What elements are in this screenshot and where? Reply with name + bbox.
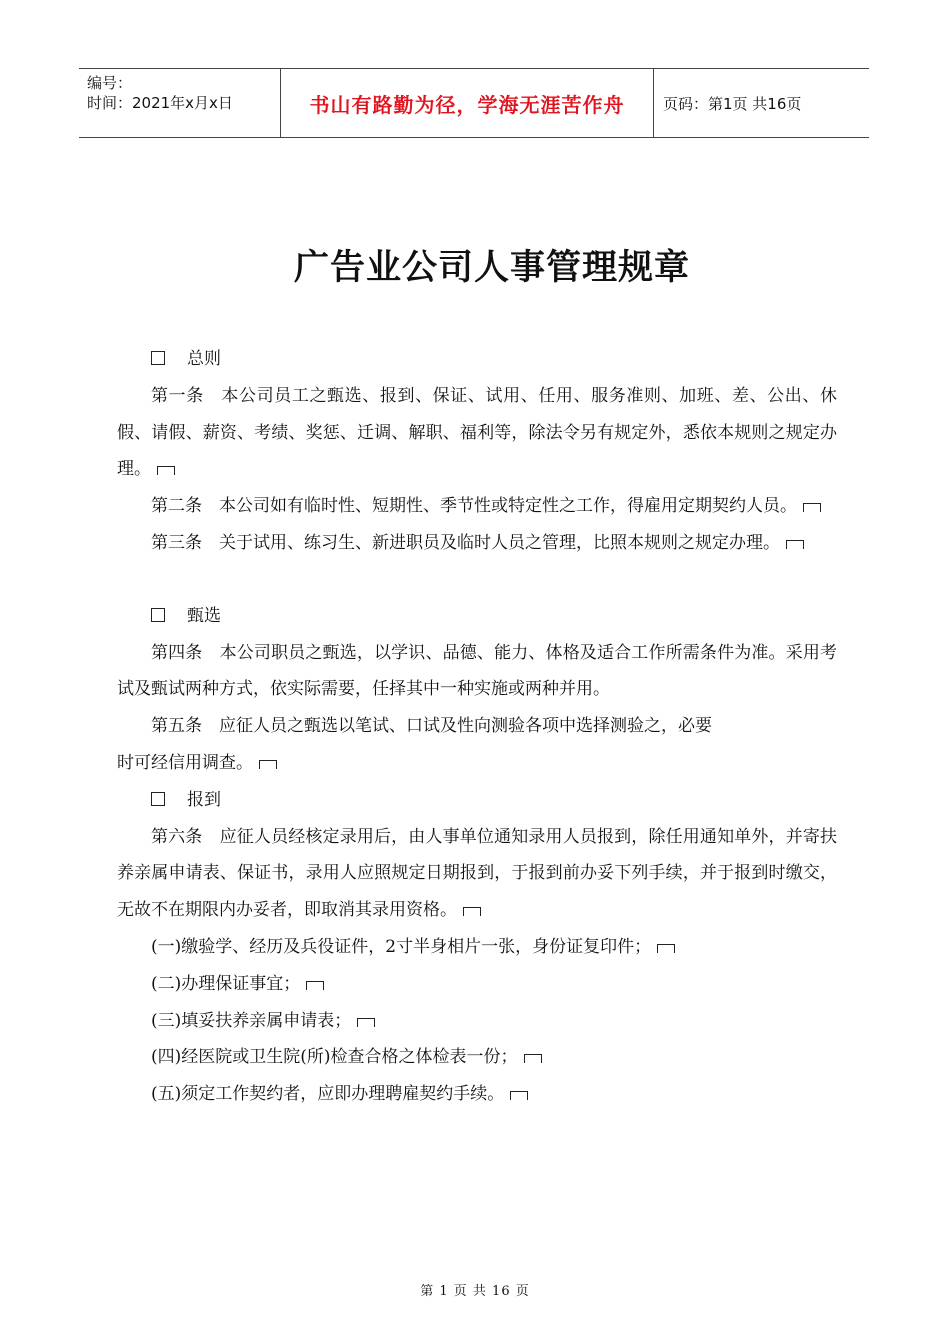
section-heading-selection: 甄选 bbox=[117, 598, 837, 635]
header-motto: 书山有路勤为径，学海无涯苦作舟 bbox=[309, 92, 625, 117]
date-label: 时间：2021年x月x日 bbox=[87, 94, 233, 112]
paragraph-mark-icon bbox=[306, 981, 324, 990]
list-item: (三)填妥扶养亲属申请表； bbox=[117, 1003, 837, 1040]
checkbox-icon bbox=[151, 351, 165, 365]
article-4: 第四条 本公司职员之甄选，以学识、品德、能力、体格及适合工作所需条件为准。采用考试及甄试两种方式，依实际需要，任择其中一种实施或两种并用。 bbox=[117, 642, 837, 700]
header-page-info: 页码：第1页 共16页 bbox=[663, 94, 802, 113]
article-1: 第一条 本公司员工之甄选、报到、保证、试用、任用、服务准则、加班、差、公出、休假、请假、薪资、考绩、奖惩、迁调、解职、福利等，除法令另有规定外，悉依本规则之规定办理。 bbox=[117, 385, 837, 480]
paragraph-mark-icon bbox=[657, 944, 675, 953]
document-body bbox=[117, 341, 837, 1113]
header-meta bbox=[87, 73, 283, 113]
paragraph-mark-icon bbox=[510, 1091, 528, 1100]
list-item: (五)须定工作契约者，应即办理聘雇契约手续。 bbox=[117, 1076, 837, 1113]
list-item: (一)缴验学、经历及兵役证件，2寸半身相片一张，身份证复印件； bbox=[117, 929, 837, 966]
paragraph-mark-icon bbox=[786, 540, 804, 549]
checkbox-icon bbox=[151, 608, 165, 622]
page-title: 广告业公司人事管理规章 bbox=[293, 248, 690, 288]
article-5: 第五条 应征人员之甄选以笔试、口试及性向测验各项中选择测验之，必要 bbox=[151, 716, 712, 737]
checkbox-icon bbox=[151, 792, 165, 806]
list-item: (二)办理保证事宜； bbox=[117, 966, 837, 1003]
paragraph-mark-icon bbox=[259, 760, 277, 769]
paragraph-mark-icon bbox=[803, 503, 821, 512]
section-heading-reporting: 报到 bbox=[117, 782, 837, 819]
section-heading-general: 总则 bbox=[117, 341, 837, 378]
paragraph-mark-icon bbox=[463, 907, 481, 916]
section-gap bbox=[117, 562, 837, 598]
article-5-continued: 时可经信用调查。 bbox=[117, 745, 837, 782]
paragraph-mark-icon bbox=[524, 1054, 542, 1063]
page-footer: 第 1 页 共 16 页 bbox=[420, 1284, 530, 1299]
article-3: 第三条 关于试用、练习生、新进职员及临时人员之管理，比照本规则之规定办理。 bbox=[117, 525, 837, 562]
article-6: 第六条 应征人员经核定录用后，由人事单位通知录用人员报到，除任用通知单外，并寄扶养亲属申请表、保证书，录用人应照规定日期报到，于报到前办妥下列手续，并于报到时缴交，无故不在期限内办妥者，即取消其录用资格。 bbox=[117, 826, 837, 921]
header-divider bbox=[653, 69, 654, 137]
document-header bbox=[79, 68, 869, 138]
number-label: 编号： bbox=[87, 74, 133, 92]
paragraph-mark-icon bbox=[157, 466, 175, 475]
paragraph-mark-icon bbox=[357, 1018, 375, 1027]
article-2: 第二条 本公司如有临时性、短期性、季节性或特定性之工作，得雇用定期契约人员。 bbox=[117, 488, 837, 525]
list-item: (四)经医院或卫生院(所)检查合格之体检表一份； bbox=[117, 1039, 837, 1076]
